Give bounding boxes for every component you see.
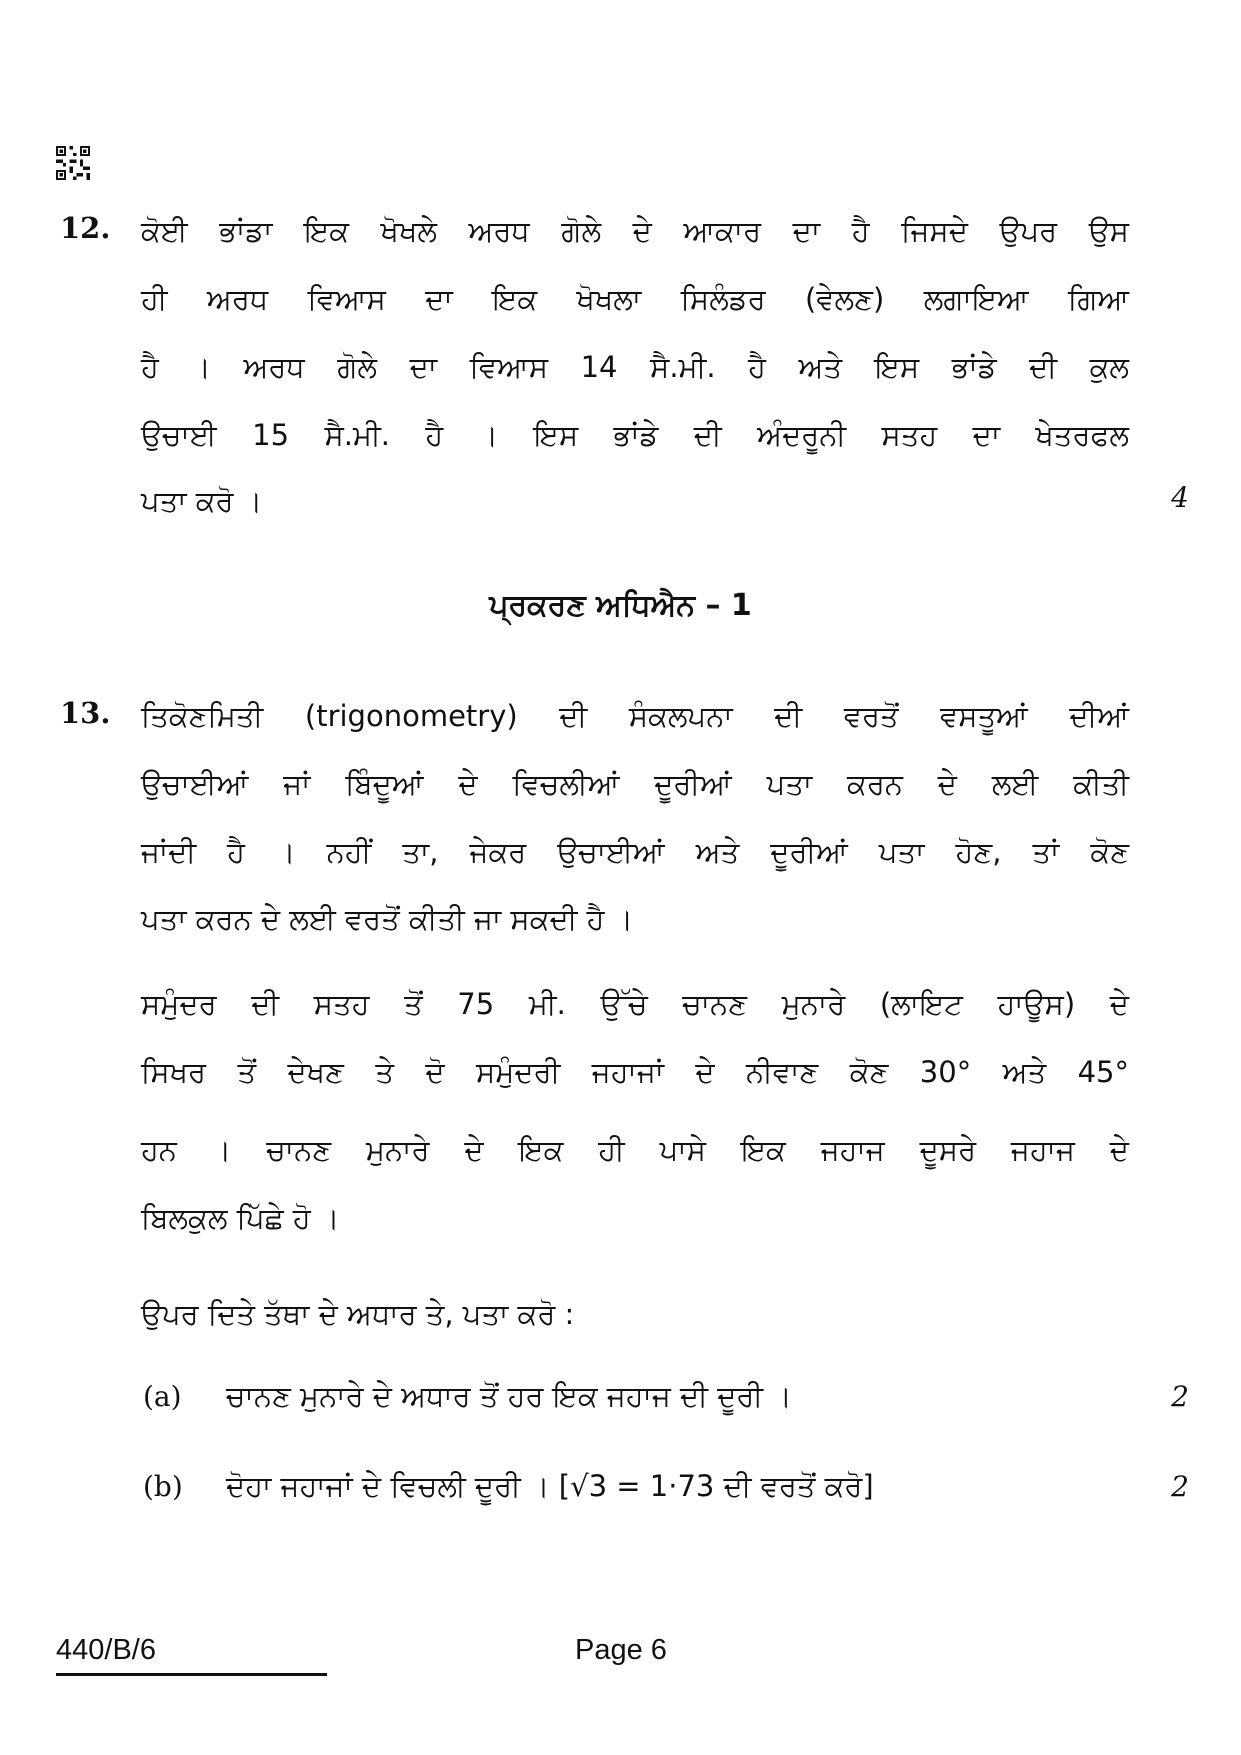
q13-para1-line: ਪਤਾ ਕਰਨ ਦੇ ਲਈ ਵਰਤੋਂ ਕੀਤੀ ਜਾ ਸਕਦੀ ਹੈ । [141, 902, 634, 936]
q12-line: ਹੀ ਅਰਧ ਵਿਆਸ ਦਾ ਇਕ ਖੋਖਲਾ ਸਿਲੰਡਰ (ਵੇਲਣ) ਲਗਾਇਆ ਗਿਆ [141, 282, 1129, 316]
q12-line: ਹੈ । ਅਰਧ ਗੋਲੇ ਦਾ ਵਿਆਸ 14 ਸੈ.ਮੀ. ਹੈ ਅਤੇ ਇਸ ਭਾਂਡੇ ਦੀ ਕੁਲ [141, 350, 1129, 384]
section-heading: ਪ੍ਰਕਰਣ ਅਧਿਐਨ – 1 [489, 588, 752, 623]
q13-para2-line: ਹਨ । ਚਾਨਣ ਮੁਨਾਰੇ ਦੇ ਇਕ ਹੀ ਪਾਸੇ ਇਕ ਜਹਾਜ ਦੂਸਰੇ ਜਹਾਜ ਦੇ [141, 1133, 1129, 1167]
part-a-label: (a) [143, 1380, 182, 1413]
q13-para2-line: ਸਿਖਰ ਤੋਂ ਦੇਖਣ ਤੇ ਦੋ ਸਮੁੰਦਰੀ ਜਹਾਜਾਂ ਦੇ ਨੀਵਾਣ ਕੋਣ 30° ਅਤੇ 45° [141, 1055, 1129, 1089]
question-number-12: 12. [60, 211, 111, 245]
part-b-marks: 2 [1171, 1470, 1189, 1503]
q12-line: ਪਤਾ ਕਰੋ । [141, 484, 263, 518]
part-b-label: (b) [143, 1470, 183, 1503]
page-number: Page 6 [575, 1634, 667, 1666]
question-number-13: 13. [60, 696, 111, 730]
q13-para1-line: ਤਿਕੋਣਮਿਤੀ (trigonometry) ਦੀ ਸੰਕਲਪਨਾ ਦੀ ਵਰਤੋਂ ਵਸਤੂਆਂ ਦੀਆਂ [141, 699, 1129, 733]
part-a-marks: 2 [1171, 1380, 1189, 1413]
paper-code: 440/B/6 [56, 1634, 156, 1666]
q13-para1-line: ਜਾਂਦੀ ਹੈ । ਨਹੀਂ ਤਾ, ਜੇਕਰ ਉਚਾਈਆਂ ਅਤੇ ਦੂਰੀਆਂ ਪਤਾ ਹੋਣ, ਤਾਂ ਕੋਣ [141, 835, 1129, 869]
qr-code-icon [56, 146, 90, 180]
q13-para2-line: ਬਿਲਕੁਲ ਪਿੱਛੇ ਹੋ । [141, 1201, 340, 1235]
q13-prompt: ਉਪਰ ਦਿਤੇ ਤੱਥਾ ਦੇ ਅਧਾਰ ਤੇ, ਪਤਾ ਕਰੋ : [141, 1297, 575, 1331]
q12-marks: 4 [1171, 481, 1189, 514]
q12-line: ਕੋਈ ਭਾਂਡਾ ਇਕ ਖੋਖਲੇ ਅਰਧ ਗੋਲੇ ਦੇ ਆਕਾਰ ਦਾ ਹੈ ਜਿਸਦੇ ਉਪਰ ਉਸ [141, 214, 1129, 248]
q12-line: ਉਚਾਈ 15 ਸੈ.ਮੀ. ਹੈ । ਇਸ ਭਾਂਡੇ ਦੀ ਅੰਦਰੂਨੀ ਸਤਹ ਦਾ ਖੇਤਰਫਲ [141, 418, 1129, 452]
footer-divider [56, 1673, 327, 1676]
part-b-text: ਦੋਹਾ ਜਹਾਜਾਂ ਦੇ ਵਿਚਲੀ ਦੂਰੀ । [√3 = 1·73 ਦੀ ਵਰਤੋਂ ਕਰੋ] [226, 1469, 874, 1503]
q13-para1-line: ਉਚਾਈਆਂ ਜਾਂ ਬਿੰਦੂਆਂ ਦੇ ਵਿਚਲੀਆਂ ਦੂਰੀਆਂ ਪਤਾ ਕਰਨ ਦੇ ਲਈ ਕੀਤੀ [141, 767, 1129, 801]
q13-para2-line: ਸਮੁੰਦਰ ਦੀ ਸਤਹ ਤੋਂ 75 ਮੀ. ਉੱਚੇ ਚਾਨਣ ਮੁਨਾਰੇ (ਲਾਇਟ ਹਾਊਸ) ਦੇ [141, 987, 1129, 1021]
part-a-text: ਚਾਨਣ ਮੁਨਾਰੇ ਦੇ ਅਧਾਰ ਤੋਂ ਹਰ ਇਕ ਜਹਾਜ ਦੀ ਦੂਰੀ । [226, 1379, 792, 1413]
